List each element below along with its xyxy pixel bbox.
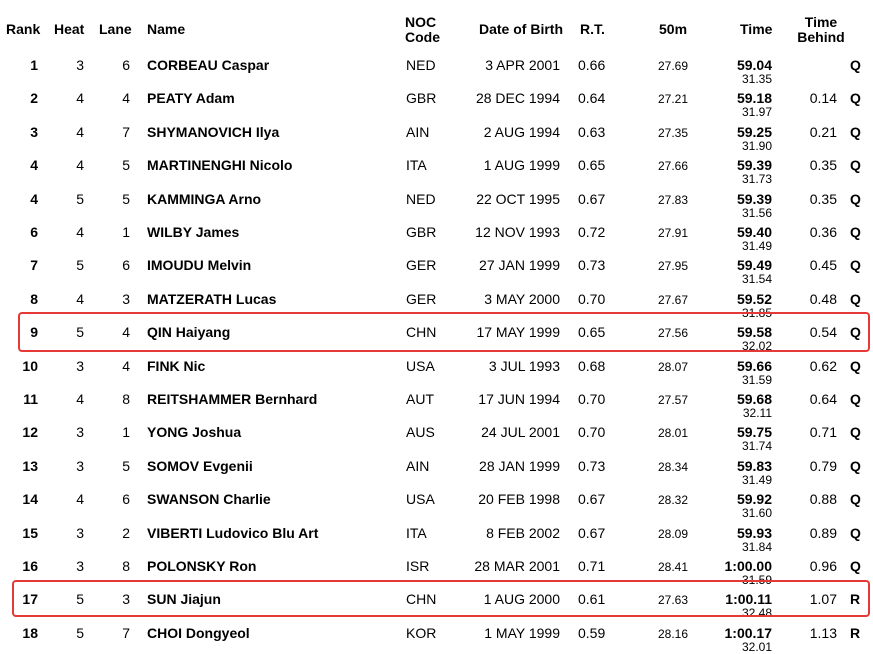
cell-time: 59.58	[736, 324, 772, 341]
header-50m: 50m	[659, 21, 688, 37]
cell-time: 59.49	[736, 257, 772, 274]
cell-fifty: 27.66	[657, 159, 688, 174]
cell-time: 59.92	[736, 491, 772, 508]
cell-behind: 0.14	[809, 90, 837, 107]
cell-rank: 17	[22, 591, 38, 608]
cell-noc: GBR	[406, 224, 437, 240]
cell-rank: 14	[22, 491, 38, 508]
cell-behind: 0.54	[809, 324, 837, 341]
cell-split: 31.90	[741, 138, 772, 153]
cell-q: Q	[850, 357, 861, 374]
cell-rt: 0.66	[578, 57, 606, 73]
cell-noc: ITA	[406, 157, 427, 174]
cell-rank: 4	[30, 157, 38, 174]
header-behind-line1: Time	[804, 14, 838, 30]
cell-split: 31.56	[741, 205, 772, 220]
table-row	[0, 419, 873, 453]
cell-rank: 15	[22, 524, 38, 541]
cell-name: FINK Nic	[147, 357, 206, 374]
cell-time: 59.83	[736, 457, 772, 474]
cell-lane: 2	[122, 524, 130, 541]
cell-fifty: 27.63	[657, 593, 688, 608]
cell-time: 59.68	[736, 391, 772, 407]
cell-time: 59.04	[736, 57, 772, 73]
cell-split: 32.02	[741, 339, 772, 354]
cell-time: 59.66	[736, 357, 772, 374]
cell-dob: 1 MAY 1999	[484, 624, 560, 641]
cell-rank: 6	[30, 224, 38, 240]
table-row	[0, 186, 873, 220]
cell-split: 31.49	[741, 472, 772, 487]
header-heat: Heat	[54, 21, 85, 37]
header-dob: Date of Birth	[479, 21, 563, 37]
header-time: Time	[740, 21, 773, 37]
cell-dob: 3 APR 2001	[485, 57, 560, 73]
cell-heat: 4	[76, 491, 84, 508]
cell-lane: 1	[122, 424, 130, 441]
cell-q: Q	[850, 424, 861, 441]
cell-heat: 4	[76, 123, 84, 140]
cell-behind: 0.21	[809, 123, 837, 140]
cell-heat: 3	[76, 357, 84, 374]
table-row	[0, 319, 873, 353]
cell-rt: 0.65	[578, 324, 606, 341]
cell-name: REITSHAMMER Bernhard	[147, 391, 318, 407]
cell-name: WILBY James	[147, 224, 240, 240]
cell-split: 31.60	[741, 506, 772, 521]
cell-time: 59.40	[736, 224, 772, 240]
cell-heat: 3	[76, 524, 84, 541]
cell-rank: 8	[30, 290, 38, 307]
cell-name: YONG Joshua	[147, 424, 242, 441]
cell-lane: 6	[122, 491, 130, 508]
cell-noc: AUT	[406, 391, 434, 407]
cell-rank: 11	[23, 391, 38, 407]
cell-name: CHOI Dongyeol	[147, 624, 250, 641]
cell-q: Q	[850, 90, 861, 107]
header-lane: Lane	[99, 21, 132, 37]
cell-rt: 0.68	[578, 357, 606, 374]
cell-dob: 17 MAY 1999	[476, 324, 560, 341]
cell-heat: 3	[76, 457, 84, 474]
cell-q: Q	[850, 457, 861, 474]
cell-dob: 20 FEB 1998	[478, 491, 560, 508]
cell-split: 31.97	[741, 105, 772, 120]
cell-rt: 0.70	[578, 290, 606, 307]
cell-q: Q	[850, 324, 861, 341]
cell-lane: 4	[122, 324, 130, 341]
cell-heat: 5	[76, 257, 84, 274]
cell-name: CORBEAU Caspar	[147, 57, 270, 73]
cell-time: 1:00.17	[724, 624, 772, 641]
cell-rank: 3	[30, 123, 38, 140]
cell-time: 1:00.11	[725, 591, 772, 608]
cell-q: Q	[850, 123, 861, 140]
cell-rank: 4	[30, 190, 38, 207]
cell-heat: 3	[76, 57, 84, 73]
cell-rt: 0.65	[578, 157, 606, 174]
cell-dob: 1 AUG 2000	[483, 591, 560, 608]
cell-heat: 4	[76, 157, 84, 174]
cell-heat: 3	[76, 558, 84, 574]
cell-rt: 0.67	[578, 524, 606, 541]
cell-behind: 0.64	[809, 391, 837, 407]
cell-noc: NED	[406, 190, 436, 207]
cell-noc: ISR	[406, 558, 430, 574]
cell-name: QIN Haiyang	[147, 324, 231, 341]
cell-behind: 0.36	[809, 224, 837, 240]
cell-noc: USA	[406, 357, 435, 374]
cell-name: SOMOV Evgenii	[147, 457, 253, 474]
cell-behind: 1.07	[809, 591, 837, 608]
cell-split: 32.11	[742, 406, 772, 420]
cell-heat: 5	[76, 591, 84, 608]
table-row	[0, 486, 873, 520]
cell-name: SUN Jiajun	[147, 591, 221, 608]
cell-rank: 10	[22, 357, 38, 374]
cell-split: 32.01	[741, 639, 772, 654]
table-row	[0, 286, 873, 320]
cell-heat: 4	[76, 90, 84, 107]
cell-q: R	[850, 624, 861, 641]
cell-q: Q	[850, 290, 861, 307]
cell-noc: CHN	[406, 591, 437, 608]
cell-rank: 18	[22, 624, 38, 641]
cell-fifty: 28.41	[657, 560, 688, 574]
cell-rt: 0.61	[578, 591, 606, 608]
cell-time: 59.39	[736, 190, 772, 207]
cell-rt: 0.70	[578, 424, 606, 441]
cell-rank: 16	[22, 558, 38, 574]
cell-fifty: 27.67	[657, 292, 688, 307]
cell-noc: AIN	[406, 123, 430, 140]
cell-dob: 3 MAY 2000	[484, 290, 560, 307]
cell-time: 1:00.00	[724, 558, 772, 574]
cell-rank: 7	[30, 257, 38, 274]
cell-lane: 5	[122, 190, 130, 207]
table-row	[0, 252, 873, 286]
cell-name: POLONSKY Ron	[147, 558, 257, 574]
cell-name: MARTINENGHI Nicolo	[147, 157, 293, 174]
cell-dob: 22 OCT 1995	[476, 190, 560, 207]
cell-dob: 1 AUG 1999	[483, 157, 560, 174]
cell-lane: 4	[122, 90, 130, 107]
cell-noc: USA	[406, 491, 435, 508]
cell-q: R	[850, 591, 861, 608]
cell-fifty: 27.95	[657, 259, 688, 274]
cell-rt: 0.63	[578, 123, 606, 140]
cell-time: 59.93	[736, 524, 772, 541]
table-row	[0, 620, 873, 654]
cell-name: IMOUDU Melvin	[147, 257, 252, 274]
cell-heat: 5	[76, 324, 84, 341]
cell-behind: 0.89	[809, 524, 837, 541]
cell-noc: KOR	[406, 624, 437, 641]
header-behind-line2: Behind	[797, 29, 845, 45]
cell-name: KAMMINGA Arno	[147, 190, 262, 207]
cell-name: PEATY Adam	[147, 90, 235, 107]
cell-q: Q	[850, 157, 861, 174]
cell-time: 59.25	[736, 123, 772, 140]
cell-rt: 0.67	[578, 190, 606, 207]
cell-behind: 0.79	[809, 457, 837, 474]
cell-rt: 0.64	[578, 90, 606, 107]
cell-noc: CHN	[406, 324, 437, 341]
cell-behind: 0.45	[809, 257, 837, 274]
cell-dob: 27 JAN 1999	[479, 257, 560, 274]
cell-q: Q	[850, 491, 861, 508]
cell-heat: 4	[76, 391, 84, 407]
cell-rt: 0.59	[578, 624, 606, 641]
cell-heat: 5	[76, 624, 84, 641]
table-row	[0, 52, 873, 86]
cell-time: 59.52	[736, 290, 772, 307]
cell-split: 31.59	[741, 372, 772, 387]
cell-lane: 5	[122, 157, 130, 174]
cell-fifty: 27.57	[657, 393, 688, 407]
table-row	[0, 219, 873, 253]
table-row	[0, 152, 873, 186]
cell-noc: ITA	[406, 524, 427, 541]
cell-name: SHYMANOVICH Ilya	[147, 123, 280, 140]
header-rt: R.T.	[580, 21, 605, 37]
cell-dob: 28 JAN 1999	[479, 457, 560, 474]
cell-behind: 0.62	[809, 357, 837, 374]
cell-lane: 6	[122, 257, 130, 274]
cell-heat: 3	[76, 424, 84, 441]
cell-dob: 12 NOV 1993	[475, 224, 560, 240]
cell-fifty: 28.07	[657, 359, 688, 374]
cell-behind: 0.71	[809, 424, 837, 441]
header-noc	[405, 15, 440, 45]
table-row	[0, 453, 873, 487]
cell-fifty: 28.01	[657, 426, 688, 441]
cell-rank: 13	[22, 457, 38, 474]
cell-q: Q	[850, 558, 861, 574]
table-row	[0, 586, 873, 620]
cell-rt: 0.72	[578, 224, 606, 240]
cell-split: 31.85	[741, 305, 772, 320]
table-row	[0, 85, 873, 119]
cell-split: 32.48	[741, 606, 772, 621]
cell-split: 31.74	[741, 439, 772, 454]
cell-lane: 6	[122, 57, 130, 73]
cell-noc: AUS	[406, 424, 435, 441]
cell-dob: 3 JUL 1993	[488, 357, 560, 374]
cell-rank: 1	[30, 57, 38, 73]
header-noc-line1: NOC	[405, 14, 437, 30]
cell-fifty: 28.16	[657, 626, 688, 641]
cell-noc: AIN	[406, 457, 430, 474]
cell-fifty: 27.56	[657, 326, 688, 341]
cell-q: Q	[850, 524, 861, 541]
cell-lane: 1	[122, 224, 130, 240]
table-row	[0, 119, 873, 153]
cell-lane: 3	[122, 591, 130, 608]
cell-rt: 0.67	[578, 491, 606, 508]
table-row	[0, 353, 873, 387]
cell-fifty: 27.69	[657, 59, 688, 73]
cell-dob: 28 DEC 1994	[475, 90, 560, 107]
cell-split: 31.49	[741, 239, 772, 253]
cell-lane: 5	[122, 457, 130, 474]
cell-noc: GBR	[406, 90, 437, 107]
cell-heat: 4	[76, 290, 84, 307]
cell-lane: 3	[122, 290, 130, 307]
cell-split: 31.59	[741, 573, 772, 587]
cell-fifty: 27.91	[657, 226, 688, 240]
header-name: Name	[147, 21, 186, 37]
cell-behind: 0.96	[809, 558, 837, 574]
cell-lane: 8	[122, 558, 130, 574]
cell-time: 59.18	[736, 90, 772, 107]
cell-dob: 17 JUN 1994	[478, 391, 560, 407]
cell-behind: 1.13	[809, 624, 837, 641]
cell-rt: 0.73	[578, 457, 606, 474]
cell-q: Q	[850, 190, 861, 207]
cell-dob: 28 MAR 2001	[474, 558, 560, 574]
cell-dob: 8 FEB 2002	[486, 524, 560, 541]
cell-name: MATZERATH Lucas	[147, 290, 277, 307]
cell-time: 59.39	[736, 157, 772, 174]
cell-time: 59.75	[736, 424, 772, 441]
cell-fifty: 27.35	[657, 125, 688, 140]
cell-q: Q	[850, 224, 861, 240]
cell-rt: 0.73	[578, 257, 606, 274]
cell-rank: 2	[30, 90, 38, 107]
header-time-behind	[788, 15, 854, 45]
header-rank: Rank	[6, 21, 41, 37]
cell-rank: 12	[22, 424, 38, 441]
cell-split: 31.73	[741, 172, 772, 187]
cell-rank: 9	[30, 324, 38, 341]
cell-rt: 0.71	[578, 558, 606, 574]
cell-lane: 8	[122, 391, 130, 407]
cell-name: VIBERTI Ludovico Blu Art	[147, 524, 319, 541]
cell-rt: 0.70	[578, 391, 606, 407]
cell-behind: 0.48	[809, 290, 837, 307]
table-row	[0, 520, 873, 554]
table-row	[0, 386, 873, 420]
table-row	[0, 553, 873, 587]
cell-q: Q	[850, 257, 861, 274]
cell-fifty: 27.83	[657, 192, 688, 207]
cell-split: 31.54	[741, 272, 772, 287]
cell-noc: GER	[406, 257, 437, 274]
cell-lane: 4	[122, 357, 130, 374]
cell-fifty: 27.21	[657, 92, 688, 107]
cell-lane: 7	[122, 624, 130, 641]
cell-fifty: 28.09	[657, 526, 688, 541]
cell-dob: 2 AUG 1994	[483, 123, 560, 140]
cell-noc: NED	[406, 57, 436, 73]
cell-split: 31.84	[741, 539, 772, 554]
cell-dob: 24 JUL 2001	[481, 424, 560, 441]
cell-fifty: 28.34	[657, 459, 688, 474]
cell-q: Q	[850, 391, 861, 407]
cell-split: 31.35	[741, 72, 772, 86]
cell-heat: 5	[76, 190, 84, 207]
cell-fifty: 28.32	[657, 493, 688, 508]
cell-q: Q	[850, 57, 861, 73]
cell-heat: 4	[76, 224, 84, 240]
cell-name: SWANSON Charlie	[147, 491, 271, 508]
cell-noc: GER	[406, 290, 437, 307]
header-noc-line2: Code	[405, 29, 440, 45]
cell-behind: 0.35	[809, 190, 837, 207]
cell-behind: 0.88	[809, 491, 837, 508]
cell-behind: 0.35	[809, 157, 837, 174]
cell-lane: 7	[122, 123, 130, 140]
